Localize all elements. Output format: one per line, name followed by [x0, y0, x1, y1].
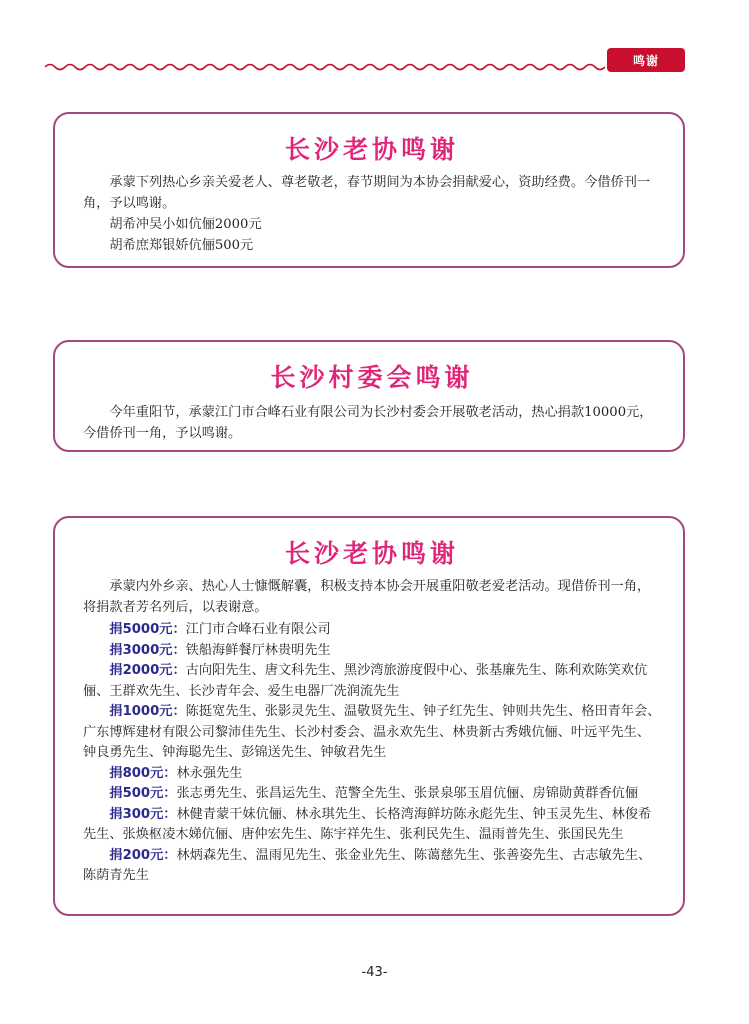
donor-names: 陈挺宽先生、张影灵先生、温敬贤先生、钟子红先生、钟则共先生、格田青年会、广东博辉建材有限公司黎沛佳先生、长沙村委会、温永欢先生、林贵新古秀娥伉俪、叶远平先生、钟良勇先生、钟海聪先生、彭锦送先生、钟敏君先生 — [83, 704, 661, 760]
donation-amount: 捐5000元： — [109, 622, 186, 637]
donation-row — [83, 661, 661, 702]
notice-intro-1: 承蒙下列热心乡亲关爱老人、尊老敬老，春节期间为本协会捐献爱心，资助经费。今借侨刊一角，予以鸣谢。 — [83, 175, 651, 211]
donation-row — [83, 764, 661, 785]
donation-row — [83, 702, 661, 764]
donation-amount: 捐800元： — [109, 765, 177, 781]
donation-amount: 捐3000元： — [109, 642, 186, 658]
donation-row — [83, 784, 661, 805]
donation-row — [83, 620, 661, 641]
notice-title-3: 长沙老协鸣谢 — [284, 539, 459, 568]
donor-line: 胡希庶郑银娇伉俪500元 — [109, 238, 254, 253]
donation-amount: 捐1000元： — [109, 704, 186, 719]
donor-line: 胡希冲吴小如伉俪2000元 — [109, 217, 262, 232]
donor-names: 林永强先生 — [176, 765, 243, 781]
notice-box-2 — [53, 340, 685, 452]
donation-amount: 捐200元： — [109, 847, 177, 863]
page-number: -43- — [361, 965, 388, 980]
header-wave-divider — [45, 60, 605, 74]
notice-box-3 — [53, 516, 685, 916]
donation-amount: 捐500元： — [109, 786, 177, 801]
donor-names: 江门市合峰石业有限公司 — [185, 622, 331, 637]
donation-row — [83, 641, 661, 662]
donor-names: 张志勇先生、张昌运先生、范警全先生、张景泉邬玉眉伉俪、房锦勋黄群香伉俪 — [176, 786, 639, 801]
donor-names: 林健青蒙干妹伉俪、林永琪先生、长格湾海鲜坊陈永彪先生、钟玉灵先生、林俊希先生、张焕枢凌木娣伉俪、唐仲宏先生、陈宇祥先生、张利民先生、温雨普先生、张国民先生 — [83, 806, 652, 842]
section-tab — [607, 48, 685, 72]
notice-intro-2: 今年重阳节，承蒙江门市合峰石业有限公司为长沙村委会开展敬老活动，热心捐款10000元，今借侨刊一角，予以鸣谢。 — [83, 405, 653, 441]
donor-names: 铁船海鲜餐厅林贵明先生 — [185, 642, 331, 658]
donation-row — [83, 805, 661, 846]
section-tab-label: 鸣谢 — [632, 53, 659, 68]
notice-title-2: 长沙村委会鸣谢 — [270, 363, 474, 392]
donor-names: 林炳森先生、温雨见先生、张金业先生、陈蔼慈先生、张善姿先生、古志敏先生、陈荫青先生 — [83, 847, 652, 883]
donor-names: 古向阳先生、唐文科先生、黑沙湾旅游度假中心、张基廉先生、陈利欢陈笑欢伉俪、王群欢先生、长沙青年会、爱生电器厂冼润流先生 — [83, 663, 648, 699]
notice-box-1 — [53, 112, 685, 268]
donation-amount: 捐300元： — [109, 806, 177, 822]
notice-title-1: 长沙老协鸣谢 — [284, 135, 459, 164]
donation-row — [83, 846, 661, 887]
donation-amount: 捐2000元： — [109, 663, 186, 678]
notice-intro-3: 承蒙内外乡亲、热心人士慷慨解囊，积极支持本协会开展重阳敬老爱老活动。现借侨刊一角，将捐款者芳名列后，以表谢意。 — [83, 579, 651, 615]
